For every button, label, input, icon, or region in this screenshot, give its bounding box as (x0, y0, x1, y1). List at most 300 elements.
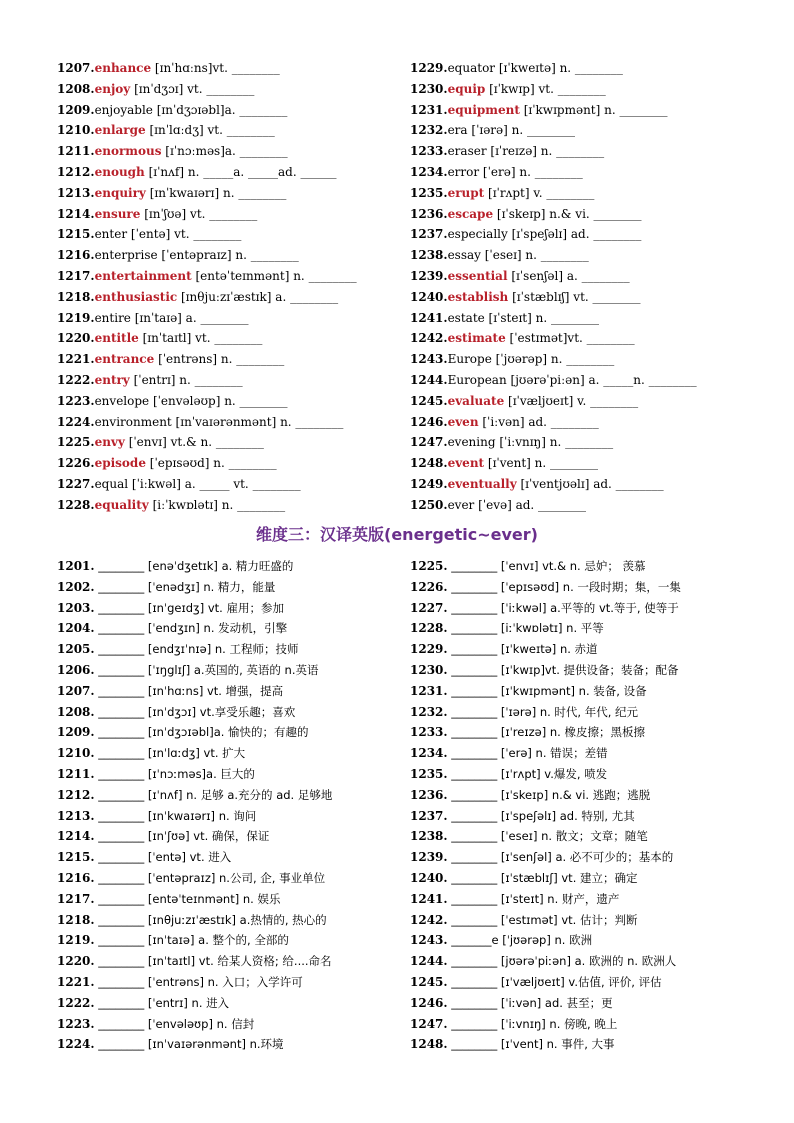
vocab-row (57, 495, 402, 516)
vocab-row (57, 412, 402, 433)
entry-definition: ________ [iːˈkwɒlətɪ] n. 平等 (447, 621, 604, 636)
headword: equality (94, 497, 149, 512)
entry-definition: ________ [ɪˈreɪzə] n. 橡皮擦；黑板擦 (447, 725, 645, 740)
entry-definition: ________ [ˈeseɪ] n. 散文；文章；随笔 (447, 829, 648, 844)
entry-number: 1247. (410, 435, 448, 450)
vocab-row (57, 308, 402, 329)
vocab-row (57, 204, 402, 225)
headword: escape (447, 206, 494, 221)
entry-number: 1224. (57, 414, 95, 429)
entry-number: 1244. (410, 372, 448, 387)
vocab-row (410, 660, 755, 681)
entry-number: 1215. (57, 850, 95, 865)
entry-definition: ________ [ɪnˈvaɪərənmənt] n.环境 (94, 1037, 284, 1052)
entry-number: 1236. (410, 787, 448, 802)
entry-definition: ________ [ɪˈvent] n. 事件, 大事 (447, 1037, 615, 1052)
vocab-row (410, 826, 755, 847)
entry-definition: ________ [ɪˈkwɪpmənt] n. 装备, 设备 (447, 683, 647, 698)
entry-number: 1211. (57, 144, 95, 159)
entry-number: 1230. (410, 662, 448, 677)
entry-number: 1227. (410, 600, 448, 615)
vocab-row (410, 993, 755, 1014)
entry-definition: ________ [ˈenvɪ] vt.& n. 忌妒； 羡慕 (447, 559, 646, 573)
entry-number: 1246. (410, 995, 448, 1010)
entry-definition: ________ [ɪnˈhɑːns] vt. 增强，提高 (94, 683, 284, 698)
vocab-row (410, 806, 755, 827)
entry-definition: ________ [enəˈdʒetɪk] a. 精力旺盛的 (94, 559, 294, 573)
vocab-row (57, 453, 402, 474)
entry-definition: [ˈentrəns] n. ________ (154, 352, 285, 367)
vocab-row (57, 618, 402, 639)
entry-definition: [entəˈteɪnmənt] n. ________ (191, 268, 357, 283)
vocab-row (57, 245, 402, 266)
vocab-row (57, 702, 402, 723)
entry-definition: enjoyable [ɪnˈdʒɔɪəbl]a. ________ (94, 102, 288, 117)
vocab-row (410, 930, 755, 951)
entry-number: 1223. (57, 393, 95, 408)
entry-definition: ________ [ˈepɪsəʊd] n. 一段时期；集，一集 (447, 579, 681, 594)
entry-number: 1228. (410, 621, 448, 636)
vocab-row (410, 577, 755, 598)
vocab-row (410, 556, 755, 577)
entry-definition: [ɪˈvæljʊeɪt] v. ________ (504, 393, 639, 408)
vocab-row (57, 349, 402, 370)
entry-number: 1226. (410, 579, 448, 594)
vocab-row (57, 806, 402, 827)
headword: event (447, 456, 485, 471)
entry-number: 1238. (410, 829, 448, 844)
entry-definition: era [ˈɪərə] n. ________ (447, 123, 575, 138)
entry-number: 1209. (57, 725, 95, 740)
entry-number: 1244. (410, 954, 448, 969)
vocab-row (57, 826, 402, 847)
vocab-row (410, 204, 750, 225)
entry-number: 1245. (410, 393, 448, 408)
entry-number: 1246. (410, 414, 448, 429)
entry-number: 1237. (410, 227, 448, 242)
vocab-row (410, 287, 750, 308)
entry-definition: estate [ɪˈsteɪt] n. ________ (447, 310, 599, 325)
vocab-row (410, 495, 750, 516)
entry-definition: [ɪnˈhɑːns]vt. ________ (151, 61, 280, 75)
vocab-row (57, 681, 402, 702)
entry-number: 1248. (410, 456, 448, 471)
entry-number: 1206. (57, 662, 95, 677)
entry-number: 1222. (57, 995, 95, 1010)
entry-definition: [ɪnˈlɑːdʒ] vt. ________ (145, 123, 275, 138)
entry-definition: [ɪˈskeɪp] n.& vi. ________ (493, 206, 642, 221)
vocab-row (410, 681, 755, 702)
vocab-row (410, 1034, 755, 1055)
vocab-row (57, 785, 402, 806)
entry-definition: ________ [ˈiːvnɪŋ] n. 傍晚, 晚上 (447, 1016, 618, 1031)
vocab-row (57, 910, 402, 931)
entry-definition: [ɪˈnʌf] n. _____a. _____ad. ______ (144, 164, 337, 179)
entry-definition: ________ [ˈestɪmət] vt. 估计；判断 (447, 912, 638, 927)
headword: entry (94, 372, 130, 387)
vocab-row (57, 868, 402, 889)
headword: enthusiastic (94, 289, 178, 304)
entry-definition: ________ [ɪˈspeʃəlɪ] ad. 特别, 尤其 (447, 808, 635, 823)
vocab-row (57, 1014, 402, 1035)
entry-number: 1233. (410, 144, 448, 159)
vocab-row (410, 639, 755, 660)
vocab-row (410, 889, 755, 910)
entry-definition: ________ [ˈiːvən] ad. 甚至；更 (447, 995, 613, 1010)
entry-number: 1211. (57, 766, 95, 781)
entry-number: 1210. (57, 746, 95, 761)
entry-number: 1224. (57, 1037, 95, 1052)
entry-number: 1215. (57, 227, 95, 242)
entry-number: 1229. (410, 61, 448, 75)
entry-number: 1221. (57, 352, 95, 367)
entry-number: 1208. (57, 81, 95, 96)
entry-number: 1212. (57, 164, 95, 179)
vocab-row (410, 951, 755, 972)
entry-definition: ________ [ɪˈkweɪtə] n. 赤道 (447, 642, 598, 657)
entry-definition: ________ [ˈɪərə] n. 时代, 年代, 纪元 (447, 704, 639, 719)
entry-number: 1219. (57, 933, 95, 948)
entry-definition: [ɪˈvent] n. ________ (484, 456, 599, 471)
headword: enormous (94, 144, 162, 159)
entry-definition: ________ [ɪnˈʃʊə] vt. 确保，保证 (94, 829, 270, 844)
entry-definition: ________ [ɪnˈgeɪdʒ] vt. 雇用；参加 (94, 600, 284, 615)
entry-definition: ________ [ɪˈnɔːməs]a. 巨大的 (94, 766, 255, 781)
entry-number: 1228. (57, 497, 95, 512)
entry-definition: ________ [ˈenədʒɪ] n. 精力，能量 (94, 579, 276, 594)
entry-definition: [ˈestɪmət]vt. ________ (505, 331, 635, 346)
entry-number: 1230. (410, 81, 448, 96)
entry-number: 1242. (410, 912, 448, 927)
entry-definition: ________ [ɪnθjuːzɪˈæstɪk] a.热情的, 热心的 (94, 912, 327, 927)
entry-definition: ________ [ˈentə] vt. 进入 (94, 850, 232, 865)
entry-definition: essay [ˈeseɪ] n. ________ (447, 248, 589, 263)
entry-definition: equator [ɪˈkweɪtə] n. ________ (447, 61, 623, 75)
headword: episode (94, 456, 146, 471)
entry-number: 1226. (57, 456, 95, 471)
vocab-row (57, 100, 402, 121)
entry-definition: [ɪˈventjʊəlɪ] ad. ________ (516, 476, 664, 491)
vocab-row (410, 162, 750, 183)
entry-definition: ________ [ɪˈkwɪp]vt. 提供设备；装备；配备 (447, 662, 679, 677)
vocab-row (410, 412, 750, 433)
vocab-row (410, 349, 750, 370)
entry-definition: entire [ɪnˈtaɪə] a. ________ (94, 310, 249, 325)
entry-definition: [ˈenvɪ] vt.& n. ________ (124, 435, 264, 450)
entry-definition: ________ [ɪˈsteɪt] n. 财产，遗产 (447, 891, 620, 906)
headword: ensure (94, 206, 141, 221)
headword: erupt (447, 185, 485, 200)
section1-left-column (57, 58, 402, 516)
vocab-row (57, 556, 402, 577)
headword: enquiry (94, 185, 146, 200)
headword: entrance (94, 352, 155, 367)
entry-number: 1248. (410, 1037, 448, 1052)
headword: equip (447, 81, 486, 96)
entry-number: 1201. (57, 559, 95, 573)
section2-left-column (57, 556, 402, 1055)
vocab-row (410, 266, 750, 287)
headword: enhance (94, 61, 152, 75)
vocab-row (410, 1014, 755, 1035)
headword: entertainment (94, 268, 192, 283)
vocab-row (57, 474, 402, 495)
entry-definition: especially [ɪˈspeʃəlɪ] ad. ________ (447, 227, 642, 242)
entry-definition: [ɪˈrʌpt] v. ________ (484, 185, 595, 200)
entry-definition: error [ˈerə] n. ________ (447, 164, 583, 179)
vocab-row (57, 764, 402, 785)
vocab-row (410, 370, 750, 391)
vocab-row (57, 328, 402, 349)
entry-definition: ________ [ɪnˈdʒɔɪ] vt.享受乐趣；喜欢 (94, 704, 296, 719)
headword: equipment (447, 102, 520, 117)
entry-number: 1247. (410, 1016, 448, 1031)
entry-definition: ________ [ˈentəpraɪz] n.公司, 企, 事业单位 (94, 870, 326, 885)
vocab-row (57, 743, 402, 764)
vocab-row (410, 474, 750, 495)
entry-number: 1212. (57, 787, 95, 802)
entry-number: 1222. (57, 372, 95, 387)
entry-number: 1245. (410, 974, 448, 989)
vocab-row (410, 785, 755, 806)
entry-definition: ever [ˈevə] ad. ________ (447, 497, 587, 512)
headword: estimate (447, 331, 506, 346)
headword: evaluate (447, 393, 505, 408)
entry-definition: ________ [endʒɪˈnɪə] n. 工程师；技师 (94, 642, 299, 657)
headword: enough (94, 164, 145, 179)
vocab-row (57, 162, 402, 183)
vocab-row (57, 722, 402, 743)
entry-definition: [ˈentrɪ] n. ________ (129, 372, 243, 387)
entry-number: 1250. (410, 497, 448, 512)
entry-number: 1223. (57, 1016, 95, 1031)
entry-number: 1229. (410, 642, 448, 657)
vocab-row (410, 618, 755, 639)
entry-number: 1225. (57, 435, 95, 450)
entry-definition: [ˈiːvən] ad. ________ (478, 414, 599, 429)
vocab-row (57, 266, 402, 287)
entry-number: 1209. (57, 102, 95, 117)
entry-number: 1214. (57, 206, 95, 221)
entry-definition: ________ [ˈentrəns] n. 入口；入学许可 (94, 974, 303, 989)
vocab-row (410, 183, 750, 204)
vocab-row (410, 972, 755, 993)
vocab-row (410, 308, 750, 329)
entry-number: 1235. (410, 185, 448, 200)
entry-definition: [ɪˈnɔːməs]a. ________ (161, 144, 288, 159)
entry-number: 1236. (410, 206, 448, 221)
entry-definition: European [jʊərəˈpiːən] a. _____n. ________ (447, 372, 697, 387)
entry-number: 1213. (57, 808, 95, 823)
vocab-row (57, 577, 402, 598)
entry-number: 1232. (410, 704, 448, 719)
entry-definition: ________ [entəˈteɪnmənt] n. 娱乐 (94, 891, 281, 906)
entry-number: 1205. (57, 642, 95, 657)
headword: enlarge (94, 123, 146, 138)
entry-number: 1243. (410, 933, 448, 948)
entry-number: 1239. (410, 268, 448, 283)
entry-number: 1231. (410, 102, 448, 117)
entry-definition: ________ [ˈerə] n. 错误；差错 (447, 746, 608, 761)
entry-definition: ________ [ɪˈstæblɪʃ] vt. 建立；确定 (447, 870, 638, 885)
entry-definition: ________ [ɪnˈdʒɔɪəbl]a. 愉快的；有趣的 (94, 725, 309, 740)
entry-number: 1217. (57, 268, 95, 283)
entry-definition: Europe [ˈjʊərəp] n. ________ (447, 352, 615, 367)
vocab-row (410, 598, 755, 619)
entry-number: 1239. (410, 850, 448, 865)
entry-definition: ________ [ɪnˈkwaɪərɪ] n. 询问 (94, 808, 257, 823)
entry-number: 1241. (410, 310, 448, 325)
vocab-row (410, 100, 750, 121)
vocab-row (410, 432, 750, 453)
entry-definition: equal [ˈiːkwəl] a. _____ vt. ________ (94, 476, 301, 491)
vocab-row (57, 847, 402, 868)
entry-definition: [ˈepɪsəʊd] n. ________ (145, 456, 277, 471)
vocab-row (57, 370, 402, 391)
entry-definition: ________ [jʊərəˈpiːən] a. 欧洲的 n. 欧洲人 (447, 954, 677, 969)
headword: envy (94, 435, 125, 450)
headword: establish (447, 289, 509, 304)
entry-number: 1233. (410, 725, 448, 740)
vocab-row (410, 224, 750, 245)
entry-definition: enterprise [ˈentəpraɪz] n. ________ (94, 248, 299, 263)
entry-definition: [ɪˈkwɪpmənt] n. ________ (519, 102, 668, 117)
vocab-row (410, 391, 750, 412)
entry-number: 1241. (410, 891, 448, 906)
entry-number: 1249. (410, 476, 448, 491)
entry-definition: enter [ˈentə] vt. ________ (94, 227, 242, 242)
vocab-row (57, 120, 402, 141)
section1-right-column (410, 58, 750, 516)
entry-definition: [ɪnˈkwaɪərɪ] n. ________ (145, 185, 287, 200)
vocab-row (57, 660, 402, 681)
vocab-row (57, 930, 402, 951)
entry-number: 1214. (57, 829, 95, 844)
entry-definition: [ɪˈkwɪp] vt. ________ (485, 81, 606, 96)
entry-number: 1216. (57, 870, 95, 885)
vocab-row (410, 453, 750, 474)
vocab-row (410, 79, 750, 100)
headword: enjoy (94, 81, 131, 96)
entry-number: 1238. (410, 248, 448, 263)
entry-number: 1210. (57, 123, 95, 138)
section2-right-column (410, 556, 755, 1055)
headword: entitle (94, 331, 139, 346)
entry-number: 1217. (57, 891, 95, 906)
entry-number: 1240. (410, 289, 448, 304)
entry-definition: [ɪnθjuːzɪˈæstɪk] a. ________ (177, 289, 339, 304)
vocab-row (57, 972, 402, 993)
vocab-row (57, 639, 402, 660)
entry-number: 1220. (57, 331, 95, 346)
entry-definition: ________ [ɪˈvæljʊeɪt] v.估值, 评价, 评估 (447, 974, 662, 989)
headword: even (447, 414, 479, 429)
entry-definition: ________ [ɪˈskeɪp] n.& vi. 逃跑；逃脱 (447, 787, 651, 802)
entry-number: 1202. (57, 579, 95, 594)
entry-number: 1235. (410, 766, 448, 781)
vocab-row (410, 847, 755, 868)
entry-number: 1204. (57, 621, 95, 636)
entry-number: 1216. (57, 248, 95, 263)
entry-number: 1221. (57, 974, 95, 989)
vocab-row (57, 889, 402, 910)
entry-definition: ________ [ɪˈrʌpt] v.爆发, 喷发 (447, 766, 608, 781)
vocab-row (410, 868, 755, 889)
entry-definition: [ɪˈsenʃəl] a. ________ (507, 268, 630, 283)
entry-number: 1208. (57, 704, 95, 719)
entry-number: 1207. (57, 683, 95, 698)
headword: essential (447, 268, 508, 283)
entry-number: 1218. (57, 289, 95, 304)
entry-number: 1243. (410, 352, 448, 367)
entry-definition: ________ [ˈenvələʊp] n. 信封 (94, 1016, 255, 1031)
entry-definition: evening [ˈiːvnɪŋ] n. ________ (447, 435, 614, 450)
vocab-row (57, 58, 402, 79)
vocab-row (410, 328, 750, 349)
vocab-row (410, 764, 755, 785)
entry-number: 1203. (57, 600, 95, 615)
vocab-row (410, 58, 750, 79)
vocab-row (57, 432, 402, 453)
entry-definition: ________ [ˈentrɪ] n. 进入 (94, 995, 230, 1010)
entry-definition: environment [ɪnˈvaɪərənmənt] n. ________ (94, 414, 344, 429)
vocab-row (57, 598, 402, 619)
entry-definition: [ɪnˈʃʊə] vt. ________ (140, 206, 258, 221)
vocab-row (410, 743, 755, 764)
entry-number: 1225. (410, 559, 448, 573)
vocab-row (410, 245, 750, 266)
entry-definition: [ɪnˈdʒɔɪ] vt. ________ (130, 81, 255, 96)
vocab-row (57, 993, 402, 1014)
vocab-row (57, 79, 402, 100)
entry-number: 1232. (410, 123, 448, 138)
vocab-row (410, 141, 750, 162)
entry-definition: eraser [ɪˈreɪzə] n. ________ (447, 144, 605, 159)
entry-number: 1234. (410, 164, 448, 179)
entry-number: 1220. (57, 954, 95, 969)
entry-number: 1240. (410, 870, 448, 885)
entry-definition: ________ [ˈendʒɪn] n. 发动机，引擎 (94, 621, 288, 636)
entry-definition: ________ [ɪnˈlɑːdʒ] vt. 扩大 (94, 746, 246, 761)
entry-number: 1227. (57, 476, 95, 491)
vocab-row (57, 1034, 402, 1055)
entry-number: 1231. (410, 683, 448, 698)
entry-number: 1242. (410, 331, 448, 346)
entry-definition: ________ [ɪˈnʌf] n. 足够 a.充分的 ad. 足够地 (94, 787, 333, 802)
vocab-row (410, 120, 750, 141)
entry-number: 1213. (57, 185, 95, 200)
vocab-row (57, 224, 402, 245)
entry-definition: ________ [ɪnˈtaɪtl] vt. 给某人资格; 给....命名 (94, 954, 332, 969)
entry-number: 1237. (410, 808, 448, 823)
vocab-row (57, 287, 402, 308)
entry-definition: [ɪnˈtaɪtl] vt. ________ (138, 331, 263, 346)
entry-definition: [iːˈkwɒlətɪ] n. ________ (148, 497, 286, 512)
entry-definition: ________ [ɪˈsenʃəl] a. 必不可少的；基本的 (447, 850, 674, 865)
vocab-row (410, 702, 755, 723)
vocab-row (57, 951, 402, 972)
entry-number: 1207. (57, 61, 95, 75)
entry-definition: envelope [ˈenvələʊp] n. ________ (94, 393, 288, 408)
headword: eventually (447, 476, 517, 491)
vocab-row (410, 722, 755, 743)
entry-definition: [ɪˈstæblɪʃ] vt. ________ (508, 289, 641, 304)
entry-number: 1219. (57, 310, 95, 325)
entry-definition: ________ [ˈɪŋglɪʃ] a.英国的, 英语的 n.英语 (94, 662, 319, 677)
entry-number: 1234. (410, 746, 448, 761)
vocab-row (57, 183, 402, 204)
entry-definition: ________ [ɪnˈtaɪə] a. 整个的, 全部的 (94, 933, 289, 948)
